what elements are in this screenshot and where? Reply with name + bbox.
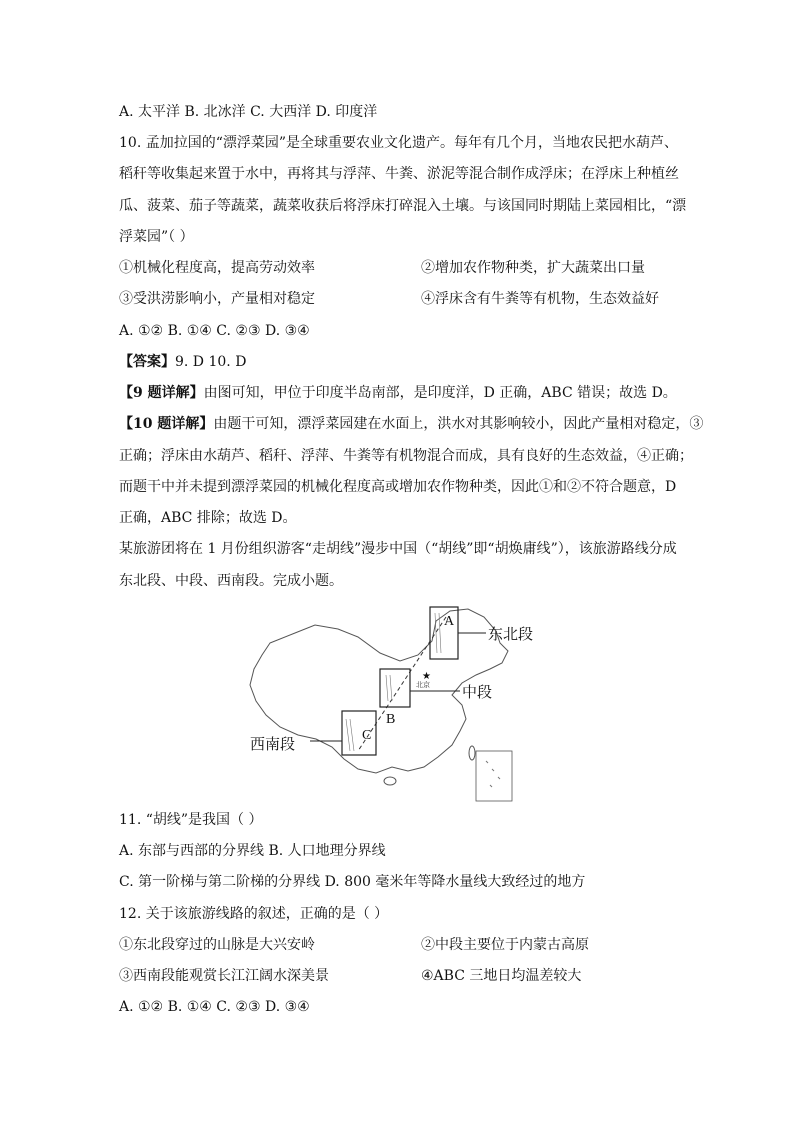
label-middle: 中段 (462, 683, 493, 701)
answer-tag: 【答案】 (119, 354, 175, 370)
answer-line (119, 352, 246, 372)
detail10-line-4: 正确，ABC 排除；故选 D。 (119, 510, 297, 526)
detail10-tag: 【10 题详解】 (119, 416, 214, 432)
china-map-figure (240, 603, 560, 805)
intro-line-2: 东北段、中段、西南段。完成小题。 (119, 573, 343, 589)
q11-stem: 11. “胡线”是我国（ ） (119, 812, 263, 828)
q10-options: A. ①② B. ①④ C. ②③ D. ③④ (119, 323, 310, 339)
box-b (380, 669, 410, 707)
label-northeast: 东北段 (488, 625, 534, 643)
intro-line-1: 某旅游团将在 1 月份组织游客“走胡线”漫步中国（“胡线”即“胡焕庸线”），该旅游路线分成 (119, 541, 677, 557)
detail9-tag: 【9 题详解】 (119, 385, 204, 401)
detail9-text: 由图可知，甲位于印度半岛南部，是印度洋，D 正确，ABC 错误；故选 D。 (203, 385, 677, 401)
detail10-line-2: 正确；浮床由水葫芦、稻秆、浮萍、牛粪等有机物混合而成，具有良好的生态效益，④正确； (119, 448, 693, 464)
hu-line-map (240, 603, 560, 805)
q10-item-3: ③受洪涝影响小，产量相对稳定 (119, 291, 315, 307)
q10-item-4: ④浮床含有牛粪等有机物，生态效益好 (421, 291, 659, 307)
detail9-line (119, 383, 677, 403)
q12-item-2: ②中段主要位于内蒙古高原 (421, 937, 589, 953)
q12-item-3: ③西南段能观赏长江江阔水深美景 (119, 968, 329, 984)
detail10-line-1 (119, 414, 703, 434)
south-sea-islands (486, 761, 500, 787)
beijing-star: ★ (422, 671, 431, 682)
label-beijing: 北京 (416, 681, 430, 689)
hainan-island (384, 777, 396, 785)
q10-stem-3: 瓜、菠菜、茄子等蔬菜，蔬菜收获后将浮床打碎混入土壤。与该国同时期陆上菜园相比，“漂 (119, 198, 687, 214)
south-sea-inset (476, 751, 512, 801)
q10-item-1: ①机械化程度高，提高劳动效率 (119, 260, 315, 276)
q10-item-2: ②增加农作物种类，扩大蔬菜出口量 (421, 260, 645, 276)
q10-stem-1: 10. 孟加拉国的“漂浮菜园”是全球重要农业文化遗产。每年有几个月，当地农民把水葫芦、 (119, 135, 679, 151)
q12-stem: 12. 关于该旅游线路的叙述，正确的是（ ） (119, 906, 389, 922)
q9-options: A. 太平洋 B. 北冰洋 C. 大西洋 D. 印度洋 (119, 104, 378, 120)
q12-item-4: ④ABC 三地日均温差较大 (421, 968, 582, 984)
label-b: B (386, 712, 396, 727)
q10-stem-2: 稻秆等收集起来置于水中，再将其与浮萍、牛粪、淤泥等混合制作成浮床；在浮床上种植丝 (119, 166, 679, 182)
label-c: C (362, 728, 372, 743)
box-b-hatch (386, 675, 392, 701)
answer-text: 9. D 10. D (175, 354, 247, 370)
q11-row-1: A. 东部与西部的分界线 B. 人口地理分界线 (119, 843, 386, 859)
q10-stem-4: 浮菜园”（ ） (119, 229, 194, 245)
q10-items-row-1 (119, 258, 315, 278)
detail10-line-3: 而题干中并未提到漂浮菜园的机械化程度高或增加农作物种类，因此①和②不符合题意，D (119, 479, 677, 495)
q12-options: A. ①② B. ①④ C. ②③ D. ③④ (119, 999, 310, 1015)
taiwan-island (469, 746, 475, 760)
q11-row-2: C. 第一阶梯与第二阶梯的分界线 D. 800 毫米年等降水量线大致经过的地方 (119, 874, 586, 890)
label-a: A (444, 614, 455, 629)
detail10-first: 由题干可知，漂浮菜园建在水面上，洪水对其影响较小，因此产量相对稳定，③ (213, 416, 704, 432)
box-c-hatch (346, 719, 354, 751)
label-southwest: 西南段 (250, 735, 296, 753)
q12-item-1: ①东北段穿过的山脉是大兴安岭 (119, 937, 315, 953)
